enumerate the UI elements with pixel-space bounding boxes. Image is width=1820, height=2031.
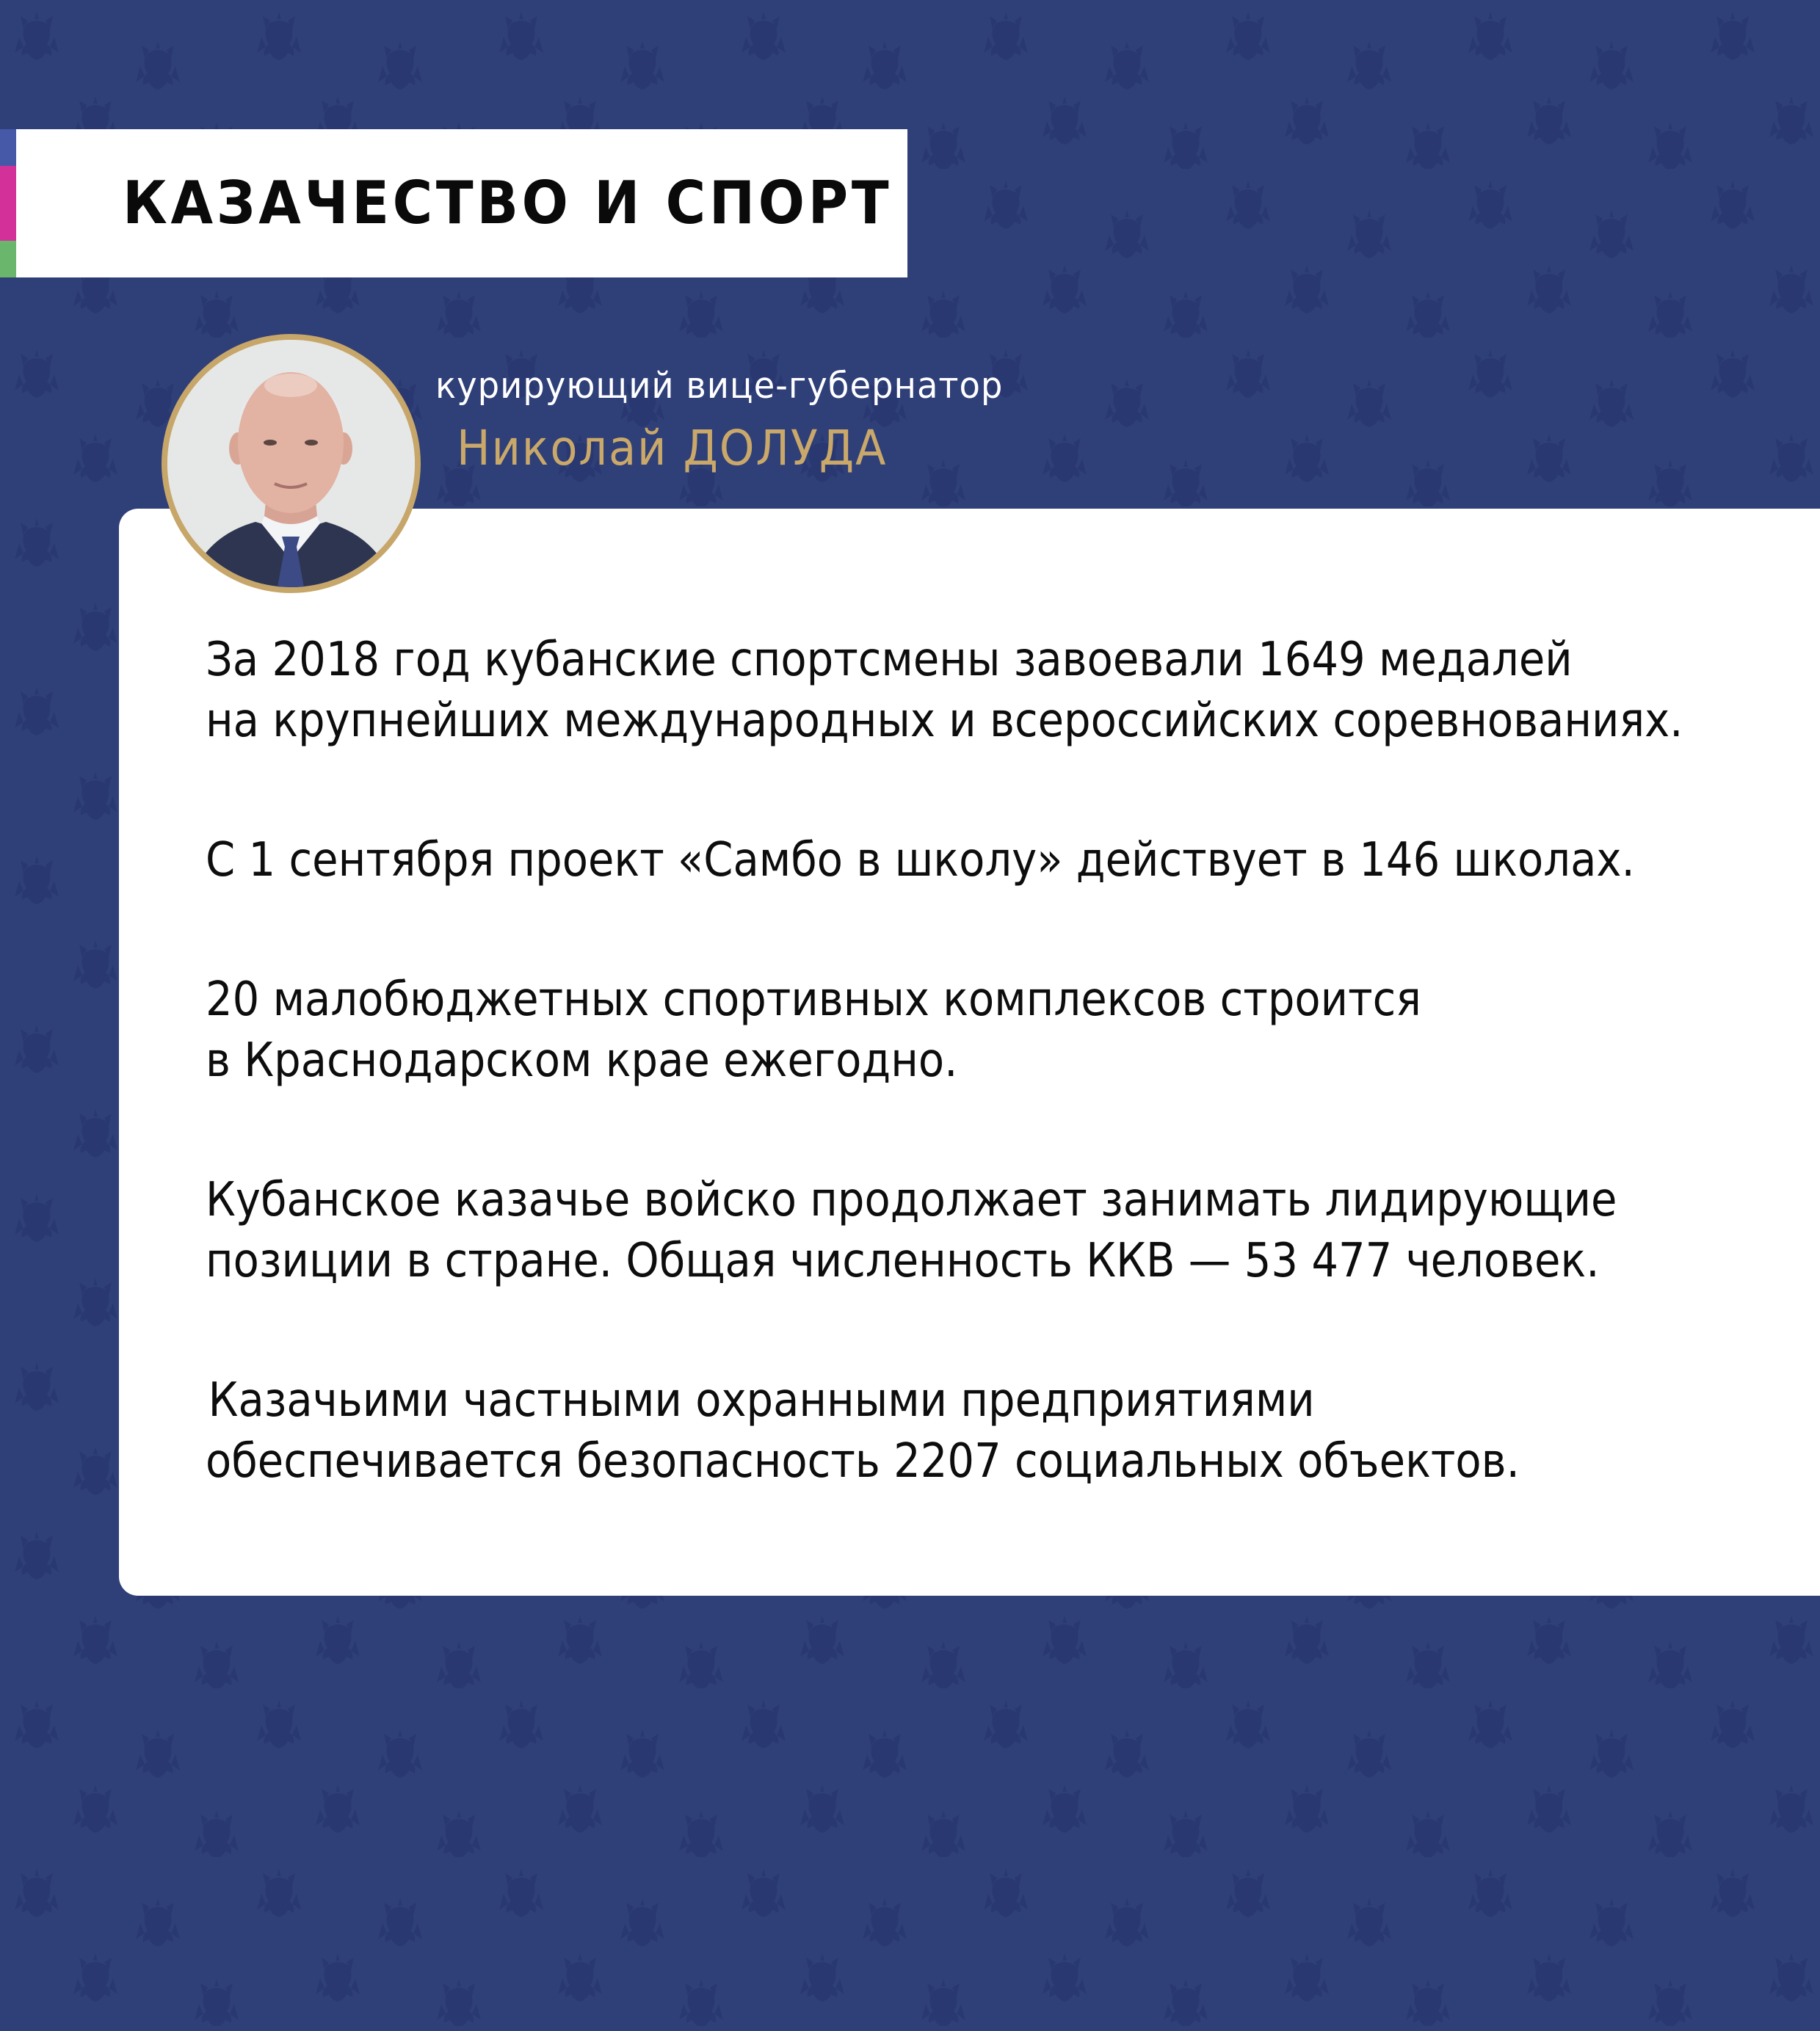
title-color-stripe — [0, 129, 16, 277]
title-banner — [16, 129, 907, 277]
fact-line: Кубанское казачье войско продолжает занимать лидирующие — [206, 1173, 1617, 1227]
avatar — [162, 334, 421, 593]
fact-cossack-army — [206, 1170, 1784, 1292]
page-title: КАЗАЧЕСТВО И СПОРТ — [123, 169, 893, 237]
fact-line: на крупнейших международных и всероссийских соревнованиях. — [206, 694, 1683, 748]
fact-line: За 2018 год кубанские спортсмены завоевали 1649 медалей — [206, 633, 1573, 687]
fact-sport-complexes — [206, 970, 1784, 1091]
fact-sambo — [206, 830, 1784, 891]
fact-line: Казачьими частными охранными предприятиями — [208, 1373, 1315, 1428]
fact-line: в Краснодарском крае ежегодно. — [206, 1033, 958, 1088]
fact-security — [206, 1370, 1784, 1492]
stripe-blue — [0, 129, 16, 166]
fact-line: 20 малобюджетных спортивных комплексов строится — [206, 973, 1421, 1027]
fact-line: С 1 сентября проект «Самбо в школу» действует в 146 школах. — [206, 833, 1635, 887]
official-role: курирующий вице-губернатор — [435, 365, 1004, 407]
stripe-green — [0, 241, 16, 277]
facts-list — [206, 630, 1784, 1571]
fact-medals — [206, 630, 1784, 752]
stripe-magenta — [0, 166, 16, 241]
fact-line: позиции в стране. Общая численность ККВ — 53 477 человек. — [206, 1234, 1600, 1288]
official-name: Николай ДОЛУДА — [457, 420, 888, 476]
fact-line: обеспечивается безопасность 2207 социальных объектов. — [206, 1434, 1520, 1489]
portrait-photo-icon — [167, 340, 415, 587]
